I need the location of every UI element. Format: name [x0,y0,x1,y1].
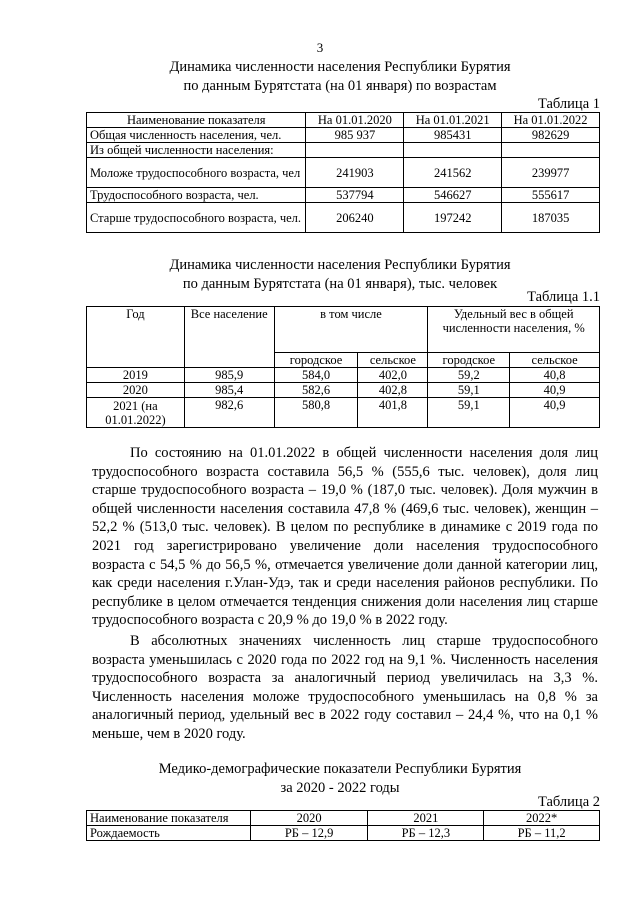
table1-subhead: Из общей численности населения: [87,143,306,158]
cell: 537794 [306,188,404,203]
table11-title-line1: Динамика численности населения Республики Бурятия [169,257,511,273]
cell: 59,1 [428,398,510,428]
table1-title-line1: Динамика численности населения Республики Бурятия [169,59,511,75]
year-cell: 2021 (на 01.01.2022) [87,398,185,428]
table11-sub-rural-share: сельское [510,353,600,368]
paragraph-1: По состоянию на 01.01.2022 в общей численности населения доля лиц трудоспособного возраста составила 56,5 % (555,6 тыс. человек), доля лиц старше трудоспособного возраста – 19,0 % (187,0 тыс. человек). Доля мужчин в общей численности населения составила 47,8 % (469,6 тыс. человек), женщин – 52,2 % (513,0 тыс. человек). В целом по республике в динамике с 2019 года по 2021 год зарегистрировано увеличение доли населения трудоспособного возраста с 54,5 % до 56,5 %, отмечается увеличение доли данной категории лиц, как среди населения г.Улан-Удэ, так и среди населения районов республики. По республике в целом отмечается тенденция снижения доли населения лиц старше трудоспособного возраста с 20,9 % до 19,0 % в 2022 году. [92,445,598,629]
cell: 187035 [502,203,600,233]
table2-title-line2: за 2020 - 2022 годы [280,780,400,796]
cell: 555617 [502,188,600,203]
cell: 982629 [502,128,600,143]
cell: 582,6 [274,383,358,398]
table11-sub-rural: сельское [358,353,428,368]
table2-header-name: Наименование показателя [87,811,251,826]
cell: 206240 [306,203,404,233]
cell: 241903 [306,158,404,188]
cell: 401,8 [358,398,428,428]
table11 [86,306,600,428]
table1 [86,112,600,233]
cell: 40,9 [510,398,600,428]
table1-title [60,58,620,96]
paragraph-2: В абсолютных значениях численность лиц старше трудоспособного возраста уменьшилась с 2020 года по 2022 год на 9,1 %. Численность населения трудоспособного возраста за аналогичный период увеличилась на 3,3 %. Численность населения моложе трудоспособного уменьшилась на 0,8 % за аналогичный период, удельный вес в 2022 году составил – 24,4 %, что на 0,1 % меньше, чем в 2020 году. [92,633,598,742]
table-row [87,203,600,233]
table11-header-year: Год [87,307,185,368]
table1-header-name: Наименование показателя [87,113,306,128]
table1-header-2022: На 01.01.2022 [502,113,600,128]
cell: 40,9 [510,383,600,398]
table11-header-share: Удельный вес в общей численности населения, % [428,307,600,353]
cell: 402,0 [358,368,428,383]
table1-header-2020: На 01.01.2020 [306,113,404,128]
table11-sub-urban: городское [274,353,358,368]
table2-title-line1: Медико-демографические показатели Республики Бурятия [158,761,522,777]
row-name: Старше трудоспособного возраста, чел. [87,203,306,233]
table2-header-2020: 2020 [250,811,368,826]
cell: 985 937 [306,128,404,143]
table2-label: Таблица 2 [537,794,600,810]
table-row [87,368,600,383]
cell: 59,1 [428,383,510,398]
cell: 584,0 [274,368,358,383]
table-row [87,143,600,158]
year-cell: 2020 [87,383,185,398]
table-row [87,128,600,143]
cell: 59,2 [428,368,510,383]
cell: 197242 [404,203,502,233]
cell: 580,8 [274,398,358,428]
table-row [87,158,600,188]
cell: 239977 [502,158,600,188]
page-number: 3 [316,40,324,55]
row-name: Моложе трудоспособного возраста, чел [87,158,306,188]
row-name: Общая численность населения, чел. [87,128,306,143]
cell: 402,8 [358,383,428,398]
table-row [87,383,600,398]
table2 [86,810,600,841]
table11-label: Таблица 1.1 [527,289,600,305]
table2-title [60,760,620,798]
cell: РБ – 11,2 [484,826,600,841]
table1-label: Таблица 1 [537,96,600,112]
row-name: Трудоспособного возраста, чел. [87,188,306,203]
table11-header-all: Все население [184,307,274,368]
cell: 241562 [404,158,502,188]
cell: 982,6 [184,398,274,428]
cell: РБ – 12,9 [250,826,368,841]
cell: 985,9 [184,368,274,383]
table-row [87,826,600,841]
table11-header-incl: в том числе [274,307,428,353]
cell: 985431 [404,128,502,143]
cell: 985,4 [184,383,274,398]
cell: 40,8 [510,368,600,383]
table2-header-2022: 2022* [484,811,600,826]
year-cell: 2019 [87,368,185,383]
table-row [87,188,600,203]
table11-sub-urban-share: городское [428,353,510,368]
row-name: Рождаемость [87,826,251,841]
cell: РБ – 12,3 [368,826,484,841]
table1-header-2021: На 01.01.2021 [404,113,502,128]
table2-header-2021: 2021 [368,811,484,826]
cell: 546627 [404,188,502,203]
table1-title-line2: по данным Бурятстата (на 01 января) по возрастам [183,78,497,94]
table11-title-line2: по данным Бурятстата (на 01 января), тыс. человек [182,276,498,292]
table-row [87,398,600,428]
